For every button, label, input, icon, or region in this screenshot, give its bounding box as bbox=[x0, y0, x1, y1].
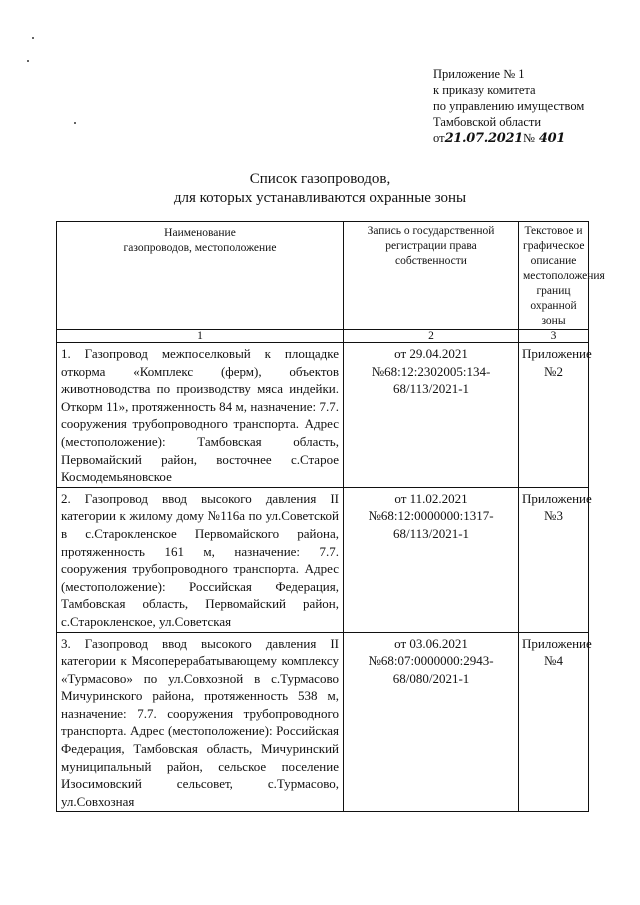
column-number-row bbox=[57, 330, 589, 343]
column-number: 1 bbox=[57, 330, 344, 343]
annex-line-2: к приказу комитета bbox=[433, 83, 536, 97]
annex-number-sign: № bbox=[522, 131, 535, 145]
annex-date-prefix: от bbox=[433, 131, 445, 145]
annex-date-line bbox=[433, 130, 584, 147]
column-number: 3 bbox=[519, 330, 589, 343]
title-line-2: для которых устанавливаются охранные зоны bbox=[173, 190, 467, 206]
pipeline-name-cell: 2. Газопровод ввод высокого давления II категории к жилому дому №116а по ул.Советской в с.Старокленское Первомайского района, протяженность 161 м, назначение: 7.7. сооружения трубопроводного транспорта. Адрес (местоположение): Российская Федерация, Тамбовская область, Первомайский район, с.Старокленское, ул.Советская bbox=[57, 487, 344, 632]
document-title bbox=[0, 170, 640, 208]
registration-cell: от 03.06.2021 №68:07:0000000:2943-68/080/2021-1 bbox=[344, 632, 519, 812]
header-name-location: Наименование газопроводов, местоположение bbox=[57, 222, 344, 330]
annex-cell: Приложение №4 bbox=[519, 632, 589, 812]
column-number: 2 bbox=[344, 330, 519, 343]
annex-cell: Приложение №3 bbox=[519, 487, 589, 632]
table-row bbox=[57, 343, 589, 488]
handwritten-date: 21.07.2021 bbox=[444, 131, 523, 146]
table-row bbox=[57, 632, 589, 812]
scan-speck bbox=[74, 122, 76, 124]
title-line-1: Список газопроводов, bbox=[249, 171, 391, 187]
handwritten-number: 401 bbox=[538, 131, 566, 146]
table-row bbox=[57, 487, 589, 632]
table-header-row bbox=[57, 222, 589, 330]
gas-pipelines-table bbox=[56, 221, 605, 812]
header-annex: Текстовое и графическое описание местоположения границ охранной зоны bbox=[519, 222, 589, 330]
annex-cell: Приложение №2 bbox=[519, 343, 589, 488]
annex-line-3: по управлению имуществом bbox=[433, 99, 585, 113]
scan-speck bbox=[27, 60, 29, 62]
header-registration: Запись о государственной регистрации права собственности bbox=[344, 222, 519, 330]
registration-cell: от 11.02.2021 №68:12:0000000:1317-68/113/2021-1 bbox=[344, 487, 519, 632]
annex-line-1: Приложение № 1 bbox=[433, 67, 525, 81]
pipeline-name-cell: 3. Газопровод ввод высокого давления II категории к Мясоперерабатывающему комплексу «Турмасово» по ул.Совхозной в с.Турмасово Мичуринского района, протяженность 538 м, назначение: 7.7. сооружения трубопроводного транспорта. Адрес (местоположение): Российская Федерация, Тамбовская область, Мичуринский муниципальный район, сельское поселение Изосимовский сельсовет, с.Турмасово, ул.Совхозная bbox=[57, 632, 344, 812]
pipeline-name-cell: 1. Газопровод межпоселковый к площадке откорма «Комплекс (ферм), объектов животноводства по производству мяса индейки. Откорм 11», протяженность 84 м, назначение: 7.7. сооружения трубопроводного транспорта. Адрес (местоположение): Тамбовская область, Первомайский район, восточнее с.Старое Космодемьяновское bbox=[57, 343, 344, 488]
scan-speck bbox=[32, 37, 34, 39]
annex-block bbox=[433, 66, 584, 147]
annex-line-4: Тамбовской области bbox=[433, 115, 542, 129]
registration-cell: от 29.04.2021 №68:12:2302005:134-68/113/2021-1 bbox=[344, 343, 519, 488]
